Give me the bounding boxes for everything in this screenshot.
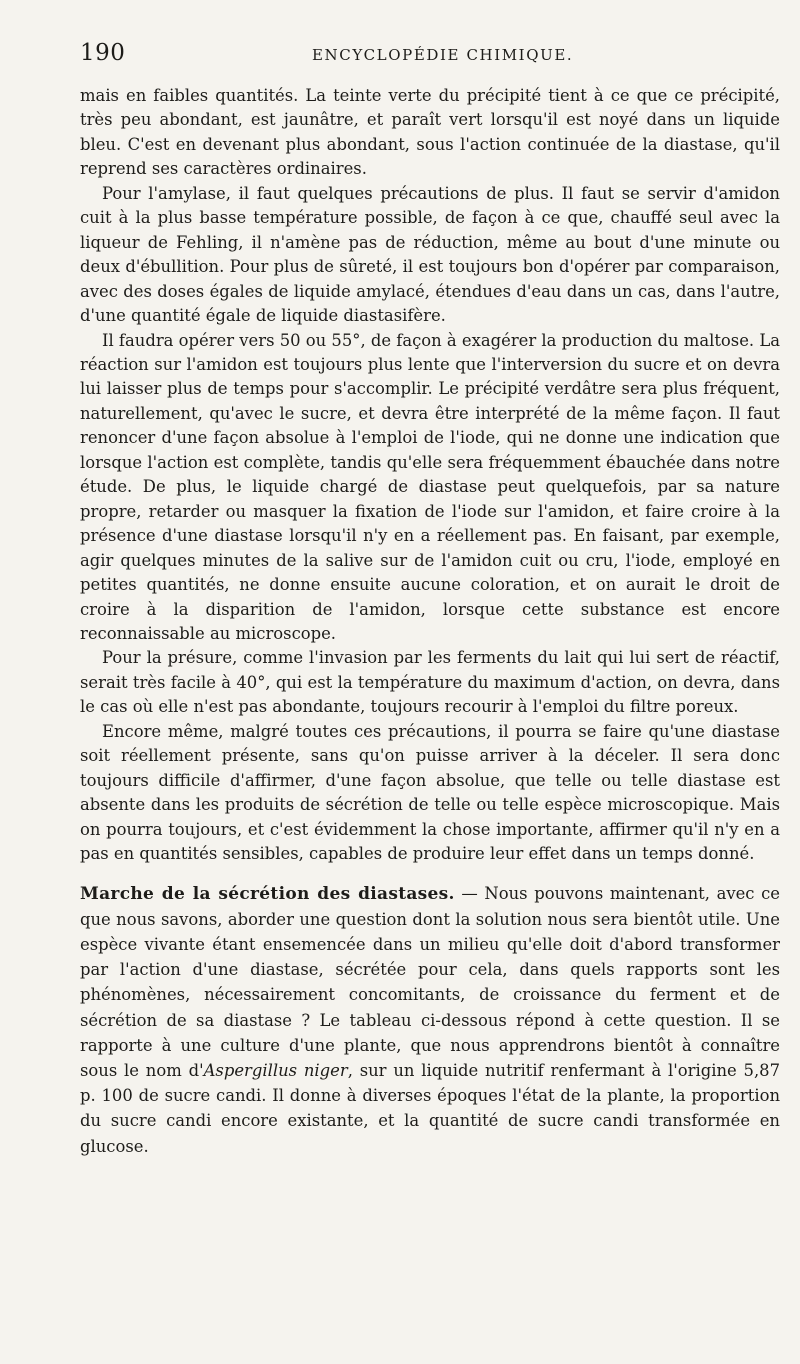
section-text-end: , sur un liquide nutritif renfermant à l'origine 5,87 p. 100 de sucre candi. Il donne à diverses époques l'état de la plante, la proportion du sucre candi encore existante, et la quantité de sucre candi transformée en glucose. [80,1060,781,1156]
running-title: ENCYCLOPÉDIE CHIMIQUE. [312,46,574,64]
species-name: Aspergillus niger [203,1060,348,1080]
paragraph-temperature: Il faudra opérer vers 50 ou 55°, de façon à exagérer la production du maltose. La réaction sur l'amidon est toujours plus lente que l'interversion du sucre et on devra lui laisser plus de temps pour s'accomplir. Le précipité verdâtre sera plus fréquent, naturellement, qu'avec le sucre, et devra être interprété de la même façon. Il faut renoncer d'une façon absolue à l'emploi de l'iode, qui ne donne une indication que lorsque l'action est complète, tandis qu'elle sera fréquemment ébauchée dans notre étude. De plus, le liquide chargé de diastase peut quelquefois, par sa nature propre, retarder ou masquer la fixation de l'iode sur l'amidon, et faire croire à la présence d'une diastase lorsqu'il n'y en a réellement pas. En faisant, par exemple, agir quelques minutes de la salive sur de l'amidon cuit ou cru, l'iode, employé en petites quantités, ne donne ensuite aucune coloration, et on aurait le droit de croire à la disparition de l'amidon, lorsque cette substance est encore reconnaissable au microscope. [80,330,780,643]
paragraph-precautions: Encore même, malgré toutes ces précautions, il pourra se faire qu'une diastase soit réellement présente, sans qu'on puisse arriver à la déceler. Il sera donc toujours difficile d'affirmer, d'une façon absolue, que telle ou telle diastase est absente dans les produits de sécrétion de telle ou telle espèce microscopique. Mais on pourra toujours, et c'est évidemment la chose importante, affirmer qu'il n'y en a pas en quantités sensibles, capables de produire leur effet dans un temps donné. [80,721,780,864]
section-text-start: — Nous pouvons maintenant, avec ce que nous savons, aborder une question dont la solution nous sera bientôt utile. Une espèce vivante étant ensemencée dans un milieu qu'elle doit d'abord transformer par l'action d'une diastase, sécrétée pour cela, dans quels rapports sont les phénomènes, nécessairement concomitants, de croissance du ferment et de sécrétion de sa diastase ? Le tableau ci-dessous répond à cette question. Il se rapporte à une culture d'une plante, que nous apprendrons bientôt à connaître sous le nom d' [80,883,781,1080]
paragraph-section-secretion [80,881,780,1159]
page-number: 190 [80,40,126,66]
paragraph-presure: Pour la présure, comme l'invasion par les ferments du lait qui lui sert de réactif, serait très facile à 40°, qui est la température du maximum d'action, on devra, dans le cas où elle n'est pas abondante, toujours recourir à l'emploi du filtre poreux. [80,648,780,717]
section-title: Marche de la sécrétion des diastases. [80,883,455,904]
paragraph-amylase: Pour l'amylase, il faut quelques précautions de plus. Il faut se servir d'amidon cuit à la plus basse température possible, de façon à ce que, chauffé seul avec la liqueur de Fehling, il n'amène pas de réduction, même au bout d'une minute ou deux d'ébullition. Pour plus de sûreté, il est toujours bon d'opérer par comparaison, avec des doses égales de liquide amylacé, étendues d'eau dans un cas, dans l'autre, d'une quantité égale de liquide diastasifère. [80,183,780,326]
paragraph-continued: mais en faibles quantités. La teinte verte du précipité tient à ce que ce précipité, très peu abondant, est jaunâtre, et paraît vert lorsqu'il est noyé dans un liquide bleu. C'est en devenant plus abondant, sous l'action continuée de la diastase, qu'il reprend ses caractères ordinaires. [80,86,780,179]
page-body [80,84,780,1159]
page-header [80,40,760,74]
